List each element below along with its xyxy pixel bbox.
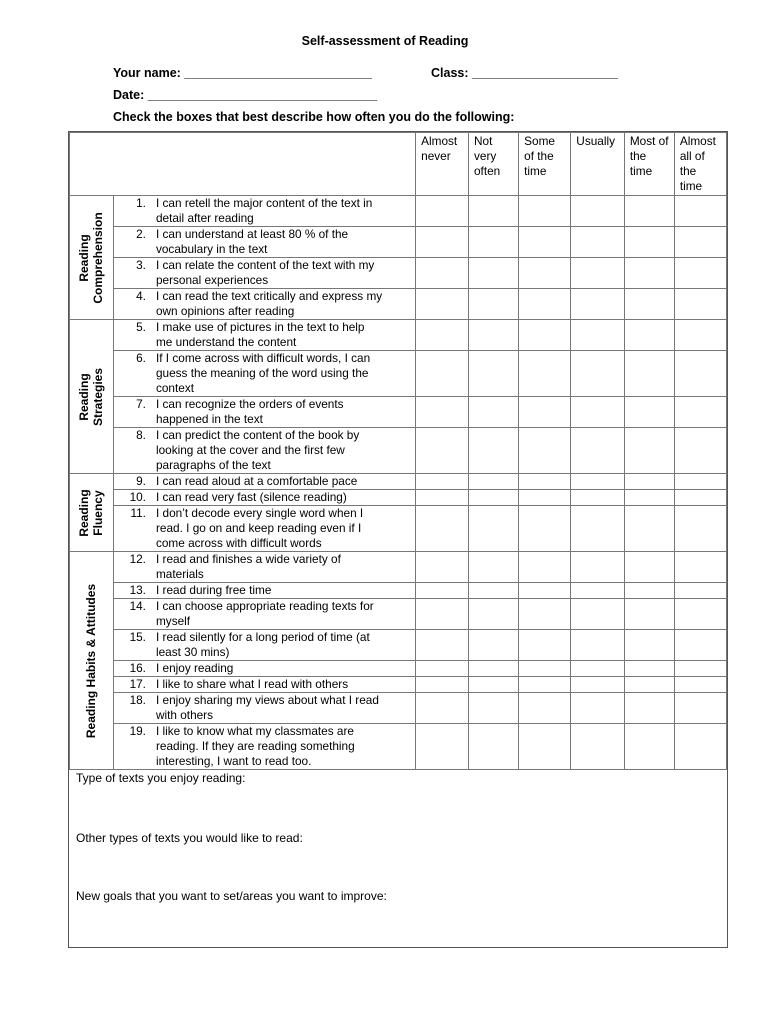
rating-checkbox-cell[interactable] <box>416 677 469 693</box>
rating-checkbox-cell[interactable] <box>519 724 571 770</box>
column-header: Some of the time <box>519 133 571 196</box>
rating-checkbox-cell[interactable] <box>519 474 571 490</box>
rating-checkbox-cell[interactable] <box>416 428 469 474</box>
rating-checkbox-cell[interactable] <box>519 552 571 583</box>
item-number: 7. <box>136 397 146 411</box>
table-row <box>70 289 727 320</box>
category-cell <box>70 552 114 770</box>
rating-checkbox-cell[interactable] <box>416 351 469 397</box>
category-label <box>77 212 105 303</box>
item-number: 15. <box>129 630 146 644</box>
rating-checkbox-cell[interactable] <box>674 661 726 677</box>
rating-grid <box>69 132 727 770</box>
item-text: I can read aloud at a comfortable pace <box>155 474 358 488</box>
rating-checkbox-cell[interactable] <box>571 351 625 397</box>
rating-checkbox-cell[interactable] <box>519 196 571 227</box>
rating-checkbox-cell[interactable] <box>571 474 625 490</box>
rating-checkbox-cell[interactable] <box>416 630 469 661</box>
item-statement <box>113 428 415 474</box>
rating-checkbox-cell[interactable] <box>571 630 625 661</box>
rating-checkbox-cell[interactable] <box>519 227 571 258</box>
table-row <box>70 552 727 583</box>
rating-checkbox-cell[interactable] <box>674 397 726 428</box>
rating-checkbox-cell[interactable] <box>416 724 469 770</box>
rating-checkbox-cell[interactable] <box>571 196 625 227</box>
rating-checkbox-cell[interactable] <box>468 196 518 227</box>
table-row <box>70 428 727 474</box>
rating-checkbox-cell[interactable] <box>624 289 674 320</box>
rating-checkbox-cell[interactable] <box>416 320 469 351</box>
item-statement <box>113 258 415 289</box>
header-blank-cell <box>70 133 416 196</box>
rating-checkbox-cell[interactable] <box>519 490 571 506</box>
rating-checkbox-cell[interactable] <box>468 289 518 320</box>
rating-checkbox-cell[interactable] <box>624 724 674 770</box>
rating-checkbox-cell[interactable] <box>624 474 674 490</box>
column-header: Usually <box>571 133 625 196</box>
item-text: I enjoy reading <box>155 661 234 675</box>
category-label-line: Reading <box>77 488 92 537</box>
instruction-text: Check the boxes that best describe how often you do the following: <box>113 110 515 124</box>
table-row <box>70 630 727 661</box>
item-text: I can retell the major content of the text in detail after reading <box>155 196 373 225</box>
rating-checkbox-cell[interactable] <box>416 258 469 289</box>
date-field-label: Date: _________________________________ <box>113 88 378 102</box>
rating-checkbox-cell[interactable] <box>519 661 571 677</box>
column-header: Almost never <box>416 133 469 196</box>
rating-checkbox-cell[interactable] <box>624 196 674 227</box>
item-statement <box>113 506 415 552</box>
rating-checkbox-cell[interactable] <box>519 320 571 351</box>
item-number: 5. <box>136 320 146 334</box>
item-statement <box>113 583 415 599</box>
rating-checkbox-cell[interactable] <box>468 320 518 351</box>
class-field-label: Class: _____________________ <box>431 66 618 80</box>
table-row <box>70 693 727 724</box>
rating-checkbox-cell[interactable] <box>624 599 674 630</box>
rating-checkbox-cell[interactable] <box>624 630 674 661</box>
item-text: I enjoy sharing my views about what I read with others <box>155 693 379 722</box>
category-label-line: Reading <box>77 372 92 421</box>
category-cell <box>70 474 114 552</box>
rating-checkbox-cell[interactable] <box>416 397 469 428</box>
item-number: 4. <box>136 289 146 303</box>
table-row <box>70 397 727 428</box>
rating-checkbox-cell[interactable] <box>674 474 726 490</box>
column-header: Most of the time <box>624 133 674 196</box>
rating-checkbox-cell[interactable] <box>624 258 674 289</box>
rating-checkbox-cell[interactable] <box>571 428 625 474</box>
item-text: I read during free time <box>155 583 272 597</box>
item-statement <box>113 397 415 428</box>
rating-checkbox-cell[interactable] <box>624 693 674 724</box>
rating-checkbox-cell[interactable] <box>519 506 571 552</box>
rating-checkbox-cell[interactable] <box>519 677 571 693</box>
rating-checkbox-cell[interactable] <box>571 490 625 506</box>
category-label-line: Fluency <box>91 489 106 536</box>
rating-checkbox-cell[interactable] <box>468 490 518 506</box>
table-row <box>70 599 727 630</box>
rating-checkbox-cell[interactable] <box>468 677 518 693</box>
rating-checkbox-cell[interactable] <box>468 599 518 630</box>
item-number: 6. <box>136 351 146 365</box>
rating-checkbox-cell[interactable] <box>571 599 625 630</box>
item-statement <box>113 474 415 490</box>
rating-checkbox-cell[interactable] <box>674 506 726 552</box>
rating-checkbox-cell[interactable] <box>571 583 625 599</box>
item-text: I make use of pictures in the text to help me understand the content <box>155 320 365 349</box>
item-number: 3. <box>136 258 146 272</box>
rating-checkbox-cell[interactable] <box>416 289 469 320</box>
rating-checkbox-cell[interactable] <box>468 630 518 661</box>
rating-checkbox-cell[interactable] <box>674 552 726 583</box>
rating-checkbox-cell[interactable] <box>571 677 625 693</box>
item-text: I don’t decode every single word when I read. I go on and keep reading even if I come across with difficult words <box>155 506 364 550</box>
rating-checkbox-cell[interactable] <box>416 490 469 506</box>
texts-enjoy-question: Type of texts you enjoy reading: <box>76 771 246 785</box>
rating-checkbox-cell[interactable] <box>571 258 625 289</box>
rating-checkbox-cell[interactable] <box>571 506 625 552</box>
rating-checkbox-cell[interactable] <box>674 258 726 289</box>
page-title: Self-assessment of Reading <box>301 34 469 48</box>
rating-checkbox-cell[interactable] <box>519 289 571 320</box>
rating-checkbox-cell[interactable] <box>416 661 469 677</box>
item-number: 8. <box>136 428 146 442</box>
rating-checkbox-cell[interactable] <box>674 289 726 320</box>
rating-checkbox-cell[interactable] <box>416 583 469 599</box>
item-number: 11. <box>130 506 146 520</box>
rating-checkbox-cell[interactable] <box>674 490 726 506</box>
item-statement <box>113 677 415 693</box>
table-row <box>70 490 727 506</box>
item-number: 14. <box>129 599 146 613</box>
item-statement <box>113 490 415 506</box>
category-label-line: Comprehension <box>91 211 106 304</box>
rating-checkbox-cell[interactable] <box>519 397 571 428</box>
item-statement <box>113 351 415 397</box>
item-text: I can predict the content of the book by looking at the cover and the first few paragraphs of the text <box>155 428 360 472</box>
item-number: 2. <box>136 227 146 241</box>
item-number: 9. <box>136 474 146 488</box>
item-statement <box>113 320 415 351</box>
rating-checkbox-cell[interactable] <box>571 724 625 770</box>
rating-checkbox-cell[interactable] <box>468 474 518 490</box>
rating-checkbox-cell[interactable] <box>624 661 674 677</box>
rating-checkbox-cell[interactable] <box>416 196 469 227</box>
category-label-line: Reading <box>77 233 92 282</box>
item-number: 13. <box>129 583 146 597</box>
item-number: 16. <box>129 661 146 675</box>
table-row <box>70 661 727 677</box>
category-label <box>77 367 105 425</box>
rating-checkbox-cell[interactable] <box>468 428 518 474</box>
item-text: I like to share what I read with others <box>155 677 349 691</box>
rating-checkbox-cell[interactable] <box>674 724 726 770</box>
rating-checkbox-cell[interactable] <box>571 320 625 351</box>
rating-checkbox-cell[interactable] <box>468 583 518 599</box>
item-statement <box>113 227 415 258</box>
item-text: I can choose appropriate reading texts for myself <box>155 599 374 628</box>
table-row <box>70 583 727 599</box>
rating-checkbox-cell[interactable] <box>468 506 518 552</box>
rating-checkbox-cell[interactable] <box>519 693 571 724</box>
table-row <box>70 227 727 258</box>
item-number: 12. <box>129 552 146 566</box>
item-statement <box>113 289 415 320</box>
rating-checkbox-cell[interactable] <box>468 693 518 724</box>
item-number: 10. <box>129 490 146 504</box>
item-text: I can read very fast (silence reading) <box>155 490 347 504</box>
item-number: 1. <box>136 196 146 210</box>
rating-checkbox-cell[interactable] <box>674 693 726 724</box>
item-text: I like to know what my classmates are reading. If they are reading something interesting, I want to read too. <box>155 724 355 768</box>
table-row <box>70 474 727 490</box>
item-text: I can relate the content of the text with my personal experiences <box>155 258 375 287</box>
category-label <box>84 583 98 737</box>
rating-checkbox-cell[interactable] <box>416 552 469 583</box>
category-label-line: Strategies <box>91 367 106 426</box>
other-texts-question: Other types of texts you would like to read: <box>76 831 303 845</box>
rating-checkbox-cell[interactable] <box>519 599 571 630</box>
item-text: I read and finishes a wide variety of materials <box>155 552 341 581</box>
assessment-table <box>68 131 728 948</box>
rating-checkbox-cell[interactable] <box>624 490 674 506</box>
item-text: I can read the text critically and express my own opinions after reading <box>155 289 383 318</box>
rating-checkbox-cell[interactable] <box>624 583 674 599</box>
item-text: I can recognize the orders of events happened in the text <box>155 397 344 426</box>
rating-checkbox-cell[interactable] <box>571 227 625 258</box>
rating-checkbox-cell[interactable] <box>519 428 571 474</box>
item-text: I read silently for a long period of time (at least 30 mins) <box>155 630 370 659</box>
rating-checkbox-cell[interactable] <box>674 320 726 351</box>
item-number: 19. <box>129 724 146 738</box>
rating-checkbox-cell[interactable] <box>571 693 625 724</box>
rating-checkbox-cell[interactable] <box>416 227 469 258</box>
rating-checkbox-cell[interactable] <box>674 351 726 397</box>
table-row <box>70 724 727 770</box>
name-field-label: Your name: ___________________________ <box>113 66 373 80</box>
goals-question: New goals that you want to set/areas you want to improve: <box>76 889 387 903</box>
column-header: Almost all of the time <box>674 133 726 196</box>
item-number: 17. <box>129 677 146 691</box>
rating-checkbox-cell[interactable] <box>468 258 518 289</box>
rating-checkbox-cell[interactable] <box>624 227 674 258</box>
rating-checkbox-cell[interactable] <box>624 506 674 552</box>
rating-checkbox-cell[interactable] <box>674 677 726 693</box>
rating-checkbox-cell[interactable] <box>674 599 726 630</box>
column-header: Not very often <box>468 133 518 196</box>
table-row <box>70 351 727 397</box>
table-row <box>70 677 727 693</box>
rating-checkbox-cell[interactable] <box>571 289 625 320</box>
rating-checkbox-cell[interactable] <box>468 552 518 583</box>
item-text: I can understand at least 80 % of the vocabulary in the text <box>155 227 349 256</box>
rating-checkbox-cell[interactable] <box>519 583 571 599</box>
item-statement <box>113 599 415 630</box>
table-row <box>70 258 727 289</box>
rating-checkbox-cell[interactable] <box>624 677 674 693</box>
item-statement <box>113 196 415 227</box>
category-label-line: Reading Habits & Attitudes <box>84 583 99 738</box>
rating-checkbox-cell[interactable] <box>674 196 726 227</box>
category-cell <box>70 196 114 320</box>
rating-checkbox-cell[interactable] <box>416 693 469 724</box>
rating-checkbox-cell[interactable] <box>674 630 726 661</box>
item-statement <box>113 724 415 770</box>
rating-checkbox-cell[interactable] <box>519 351 571 397</box>
table-row <box>70 506 727 552</box>
rating-checkbox-cell[interactable] <box>468 351 518 397</box>
rating-checkbox-cell[interactable] <box>674 428 726 474</box>
rating-checkbox-cell[interactable] <box>416 474 469 490</box>
rating-checkbox-cell[interactable] <box>624 351 674 397</box>
category-label <box>77 489 105 536</box>
item-number: 18. <box>129 693 146 707</box>
item-statement <box>113 630 415 661</box>
rating-checkbox-cell[interactable] <box>468 397 518 428</box>
rating-checkbox-cell[interactable] <box>571 397 625 428</box>
rating-checkbox-cell[interactable] <box>468 724 518 770</box>
rating-checkbox-cell[interactable] <box>519 630 571 661</box>
rating-checkbox-cell[interactable] <box>416 599 469 630</box>
item-text: If I come across with difficult words, I can guess the meaning of the word using the context <box>155 351 371 395</box>
rating-checkbox-cell[interactable] <box>571 552 625 583</box>
rating-checkbox-cell[interactable] <box>674 583 726 599</box>
rating-checkbox-cell[interactable] <box>468 661 518 677</box>
rating-checkbox-cell[interactable] <box>674 227 726 258</box>
rating-checkbox-cell[interactable] <box>624 428 674 474</box>
rating-checkbox-cell[interactable] <box>416 506 469 552</box>
rating-checkbox-cell[interactable] <box>519 258 571 289</box>
item-statement <box>113 693 415 724</box>
rating-checkbox-cell[interactable] <box>624 397 674 428</box>
rating-checkbox-cell[interactable] <box>624 552 674 583</box>
item-statement <box>113 552 415 583</box>
rating-checkbox-cell[interactable] <box>468 227 518 258</box>
rating-checkbox-cell[interactable] <box>571 661 625 677</box>
rating-checkbox-cell[interactable] <box>624 320 674 351</box>
table-row <box>70 196 727 227</box>
category-cell <box>70 320 114 474</box>
table-row <box>70 320 727 351</box>
item-statement <box>113 661 415 677</box>
